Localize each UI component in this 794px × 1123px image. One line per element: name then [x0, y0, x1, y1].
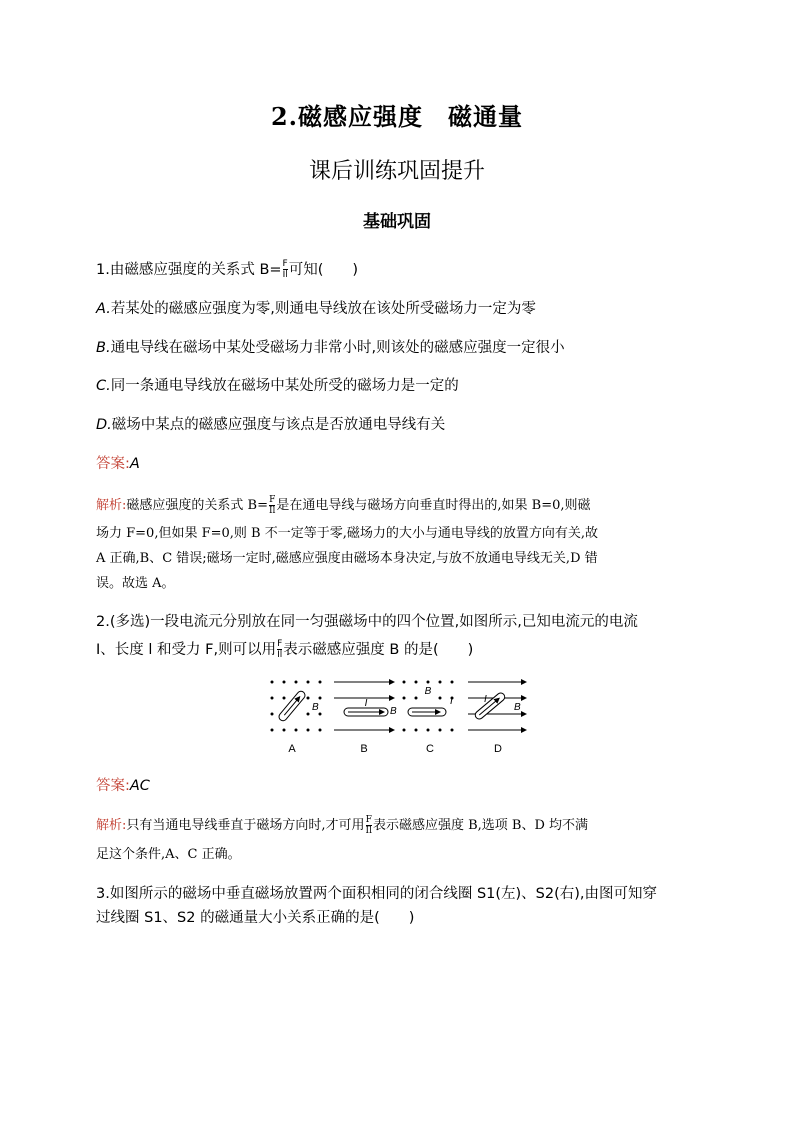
q1-stem [96, 258, 358, 280]
q1-option-b-text: 通电导线在磁场中某处受磁场力非常小时,则该处的磁感应强度一定很小 [110, 340, 565, 356]
q1-answer-label: 答案: [96, 456, 130, 472]
q2-exp-line1-post: 表示磁感应强度 B,选项 B、D 均不满 [372, 818, 589, 833]
q2-explanation-line1 [96, 814, 588, 836]
q2-stem-line2 [96, 638, 473, 660]
q1-explanation-line3: A 正确,B、C 错误;磁场一定时,磁感应强度由磁场本身决定,与放不放通电导线无关,D 错 [96, 551, 598, 566]
q1-exp-frac-den: Il [268, 505, 276, 516]
q1-answer-value: A [129, 456, 140, 472]
q1-stem-pre: 1.由磁感应强度的关系式 B= [96, 262, 282, 278]
q2-stem-line2-pre: I、长度 l 和受力 F,则可以用 [96, 642, 277, 658]
q2-stem-line1: 2.(多选)一段电流元分别放在同一匀强磁场中的四个位置,如图所示,已知电流元的电流 [96, 614, 638, 630]
q2-frac-num: F [277, 639, 283, 649]
q1-fraction [283, 260, 288, 280]
q2-exp-frac-den: Il [365, 825, 372, 836]
q1-option-d [96, 413, 445, 434]
panel-b [334, 682, 397, 755]
q1-option-a [96, 297, 536, 318]
q1-option-c-label: C. [96, 378, 111, 394]
q2-exp-label: 解析: [96, 818, 127, 833]
q2-answer-value: AC [129, 778, 150, 794]
panel-c [403, 681, 454, 756]
q2-exp-frac-num: F [365, 814, 372, 825]
q2-exp-fraction [366, 816, 372, 836]
q1-stem-post: 可知( ) [288, 262, 359, 278]
q3-stem-line1: 3.如图所示的磁场中垂直磁场放置两个面积相同的闭合线圈 S1(左)、S2(右),由图可知穿 [96, 886, 658, 902]
q1-explanation-line2: 场力 F=0,但如果 F=0,则 B 不一定等于零,磁场力的大小与通电导线的放置方向有关,故 [96, 526, 598, 541]
panel-d-current-label: I [484, 694, 487, 705]
panel-a [271, 681, 322, 756]
panel-c-label: C [426, 743, 434, 755]
q1-exp-line1-pre: 磁感应强度的关系式 B= [126, 498, 268, 513]
panel-b-current-label: I [364, 698, 368, 709]
q2-answer-label: 答案: [96, 778, 130, 794]
q2-exp-line1-pre: 只有当通电导线垂直于磁场方向时,才可用 [126, 818, 365, 833]
q1-option-b [96, 336, 565, 357]
q1-exp-label: 解析: [96, 498, 127, 513]
panel-a-label: A [288, 743, 296, 755]
panel-b-label: B [360, 743, 368, 755]
panel-d [468, 682, 526, 755]
q1-option-a-label: A. [96, 301, 111, 317]
page-title: 2.磁感应强度 磁通量 [270, 102, 524, 131]
q1-option-d-text: 磁场中某点的磁感应强度与该点是否放通电导线有关 [111, 417, 446, 433]
q1-frac-den: Il [282, 270, 288, 280]
page-subtitle: 课后训练巩固提升 [308, 159, 485, 184]
q1-explanation-line4: 误。故选 A。 [96, 576, 175, 591]
q2-stem-line2-post: 表示磁感应强度 B 的是( ) [283, 642, 474, 658]
q1-option-c [96, 374, 459, 395]
q1-option-d-label: D. [96, 417, 112, 433]
q1-frac-num: F [282, 259, 288, 269]
q1-exp-fraction [269, 496, 275, 516]
panel-d-field-label: B [514, 702, 521, 713]
q1-explanation-line1 [96, 494, 591, 516]
panel-d-label: D [494, 743, 502, 755]
q3-stem-line2: 过线圈 S1、S2 的磁通量大小关系正确的是( ) [96, 910, 415, 926]
q1-option-a-text: 若某处的磁感应强度为零,则通电导线放在该处所受磁场力一定为零 [110, 301, 536, 317]
q1-exp-frac-num: F [269, 494, 276, 505]
q2-explanation-line2: 足这个条件,A、C 正确。 [96, 847, 241, 862]
q2-fraction [277, 640, 282, 660]
q1-option-c-text: 同一条通电导线放在磁场中某处所受的磁场力是一定的 [110, 378, 459, 394]
q1-option-b-label: B. [96, 340, 111, 356]
panel-a-field-label: B [312, 702, 319, 713]
q1-answer [96, 452, 140, 473]
panel-c-current-label: I [450, 696, 453, 707]
q2-figure [262, 672, 532, 760]
panel-c-field-label: B [424, 686, 432, 697]
q2-frac-den: Il [277, 650, 283, 660]
panel-b-field-label: B [390, 706, 397, 717]
q1-exp-line1-post: 是在通电导线与磁场方向垂直时得出的,如果 B=0,则磁 [276, 498, 591, 513]
section-heading: 基础巩固 [363, 212, 431, 232]
q2-answer [96, 774, 150, 795]
